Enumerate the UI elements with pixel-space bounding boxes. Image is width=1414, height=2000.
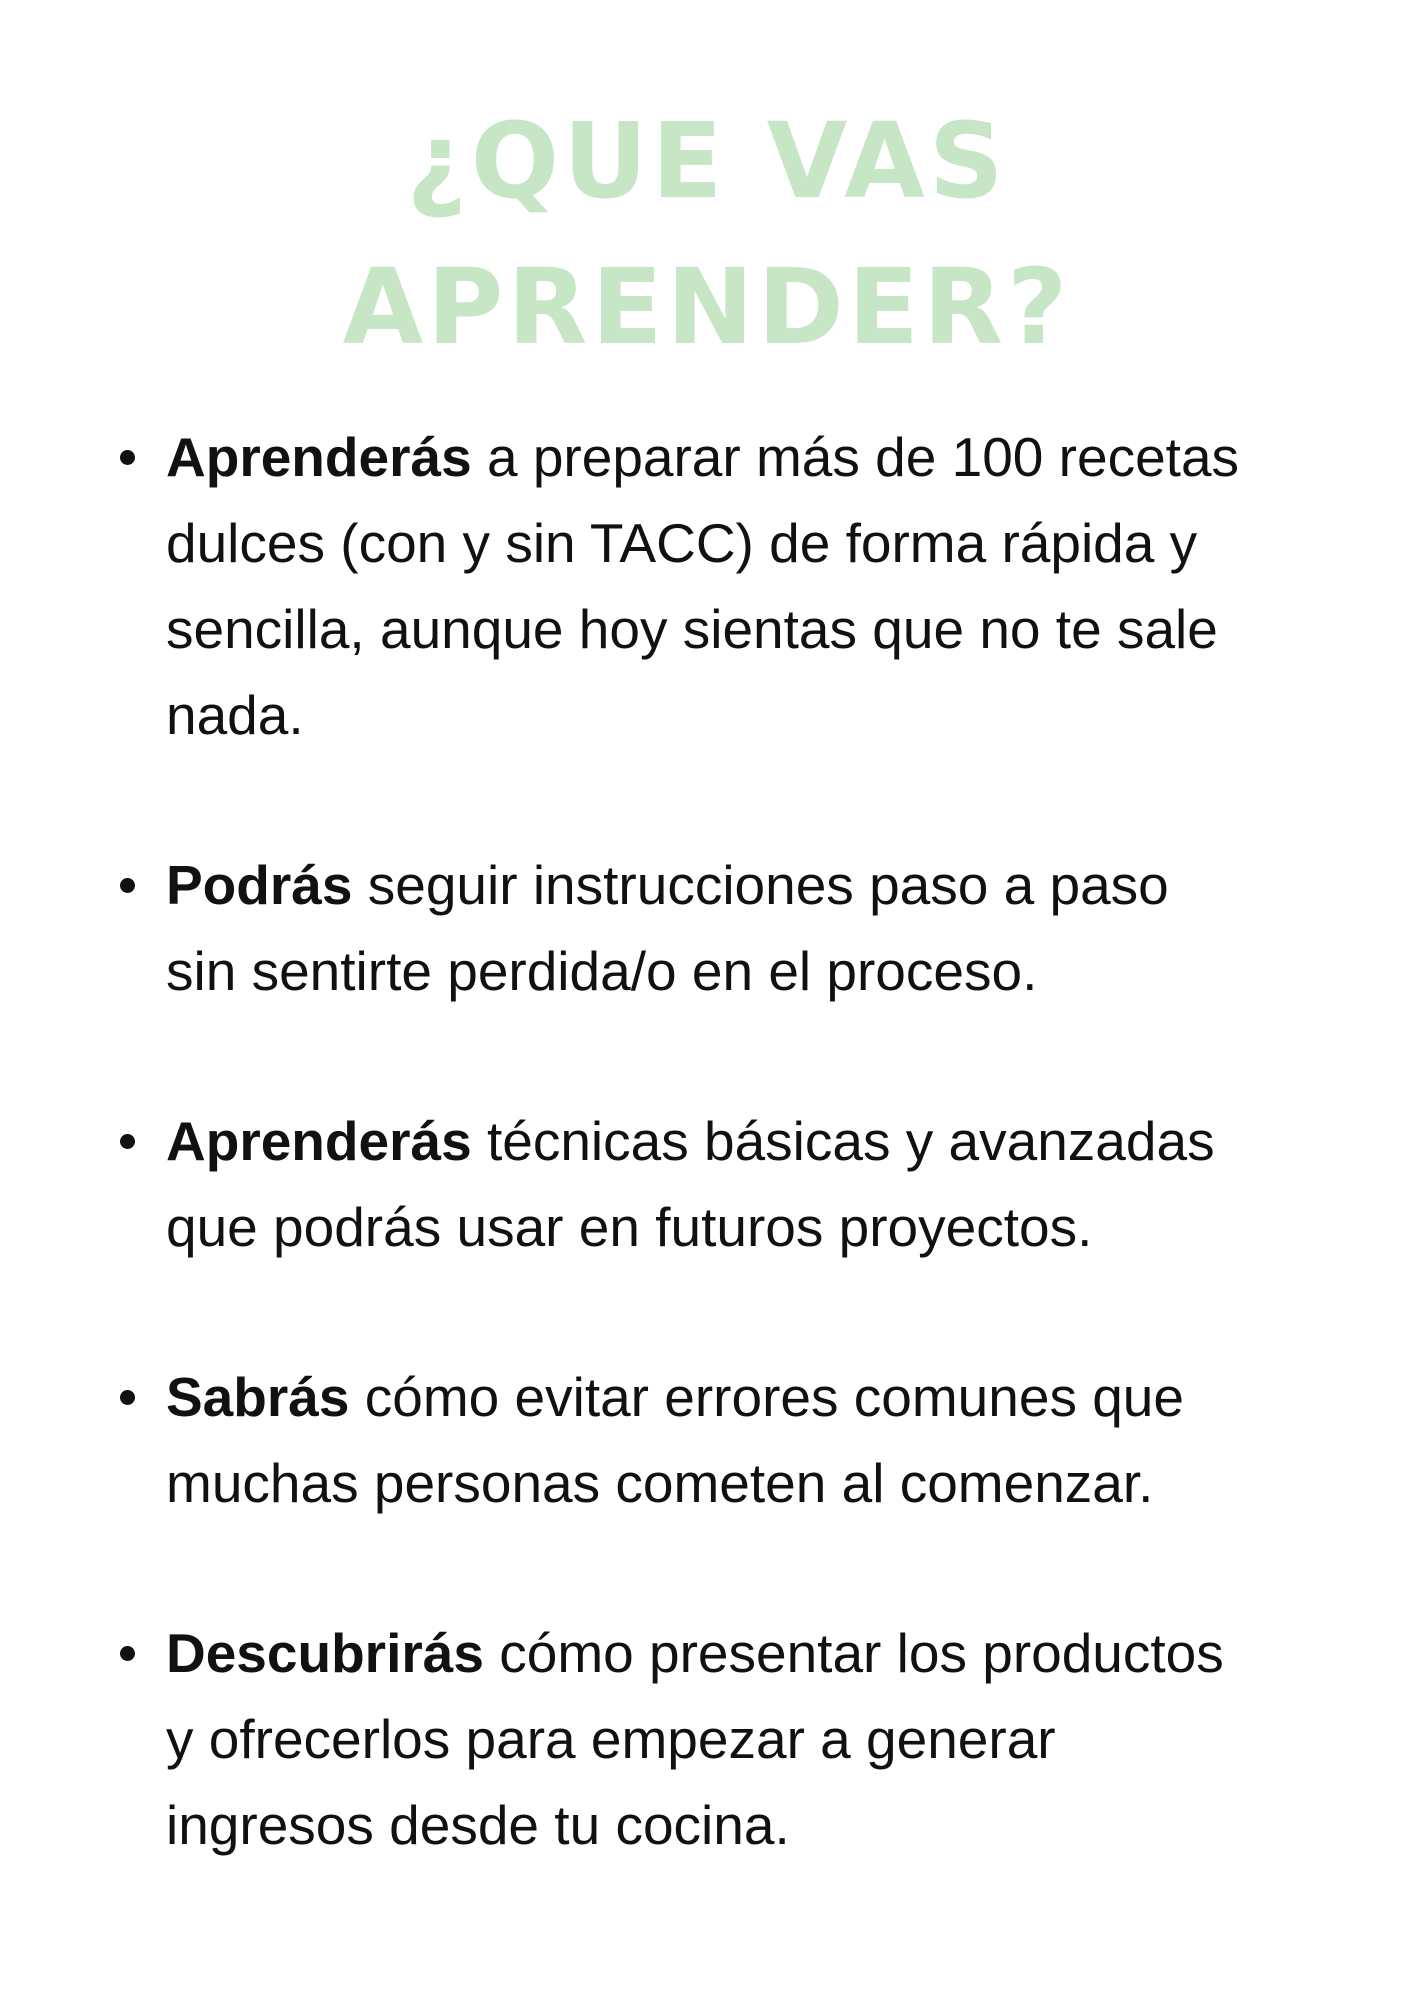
item-line: dulces (con y sin TACC) de forma rápida y <box>166 512 1198 574</box>
title-line-1: ¿QUE VAS <box>406 100 1008 222</box>
item-line: nada. <box>166 684 304 746</box>
item-text: cómo evitar errores comunes que <box>349 1366 1184 1428</box>
item-lead: Podrás <box>166 854 353 916</box>
list-item <box>166 842 1366 1014</box>
item-line <box>166 414 1366 500</box>
item-text: cómo presentar los productos <box>483 1622 1224 1684</box>
page-title <box>0 88 1414 380</box>
item-lead: Descubrirás <box>166 1622 484 1684</box>
item-line: que podrás usar en futuros proyectos. <box>166 1196 1093 1258</box>
bullet-icon <box>120 1646 135 1661</box>
bullet-icon <box>120 450 135 465</box>
item-text: seguir instrucciones paso a paso <box>352 854 1169 916</box>
list-item <box>166 414 1366 758</box>
bullet-icon <box>120 1134 135 1149</box>
bullet-icon <box>120 1390 135 1405</box>
title-line-2: APRENDER? <box>342 246 1072 368</box>
item-line <box>166 1098 1366 1184</box>
item-line <box>166 1354 1366 1440</box>
item-line: sin sentirte perdida/o en el proceso. <box>166 940 1038 1002</box>
item-text: técnicas básicas y avanzadas <box>471 1110 1215 1172</box>
item-line: muchas personas cometen al comenzar. <box>166 1452 1154 1514</box>
list-item <box>166 1354 1366 1526</box>
item-line <box>166 842 1366 928</box>
item-line: ingresos desde tu cocina. <box>166 1794 790 1856</box>
item-text: a preparar más de 100 recetas <box>471 426 1240 488</box>
bullet-icon <box>120 878 135 893</box>
item-line: sencilla, aunque hoy sientas que no te sale <box>166 598 1218 660</box>
item-lead: Aprenderás <box>166 1110 472 1172</box>
list-item <box>166 1610 1366 1868</box>
list-item <box>166 1098 1366 1270</box>
item-line: y ofrecerlos para empezar a generar <box>166 1708 1056 1770</box>
item-lead: Aprenderás <box>166 426 472 488</box>
item-line <box>166 1610 1366 1696</box>
item-lead: Sabrás <box>166 1366 350 1428</box>
